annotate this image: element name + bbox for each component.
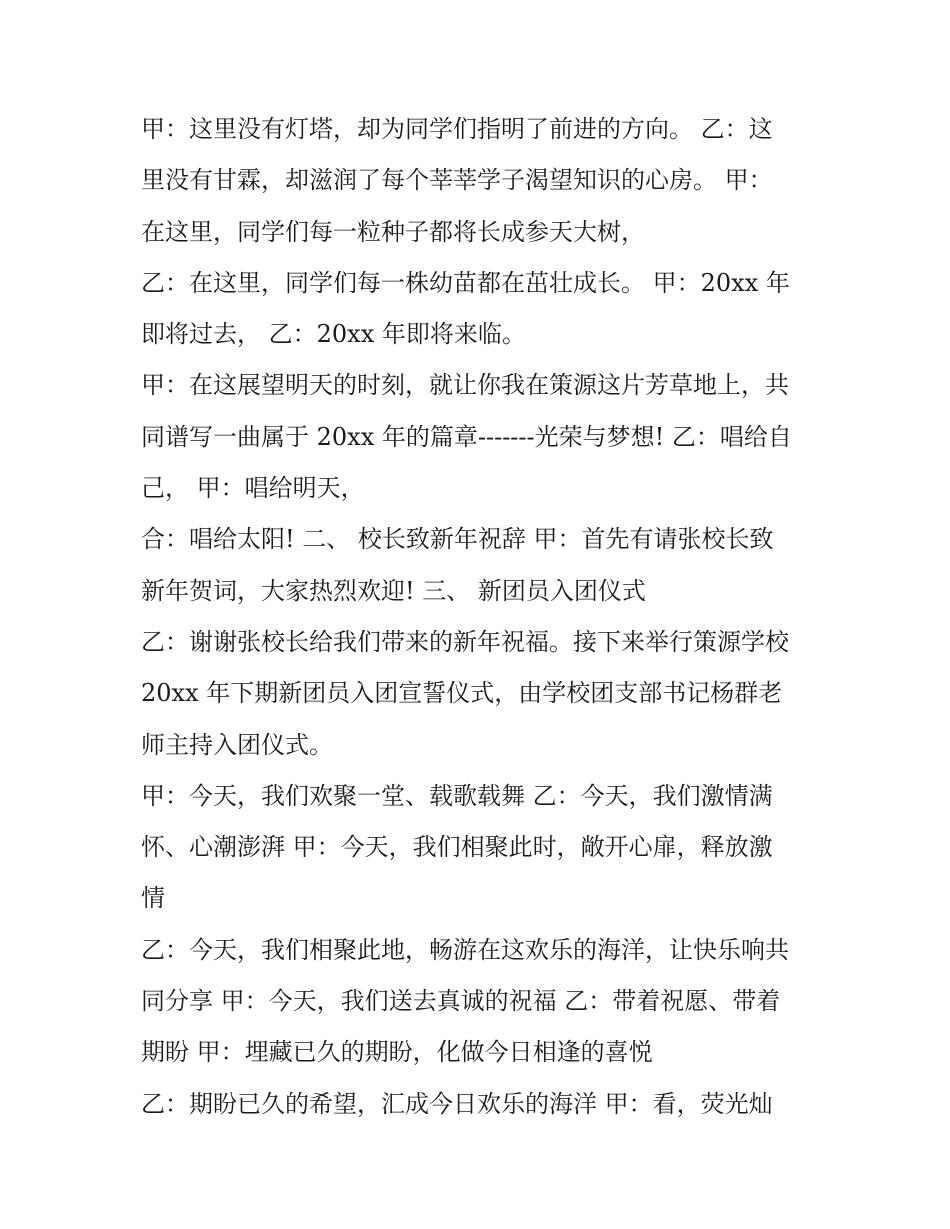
text-line: 里没有甘霖，却滋润了每个莘莘学子渴望知识的心房。 甲： bbox=[141, 166, 773, 195]
text-line: 乙：在这里，同学们每一株幼苗都在茁壮成长。 甲：20xx 年 bbox=[141, 268, 790, 297]
text-line: 甲：在这展望明天的时刻，就让你我在策源这片芳草地上，共 bbox=[141, 371, 789, 400]
text-line: 甲：今天，我们欢聚一堂、载歌载舞 乙：今天，我们激情满 bbox=[141, 781, 773, 810]
text-line: 师主持入团仪式。 bbox=[141, 730, 333, 759]
text-line: 情 bbox=[141, 884, 165, 913]
text-line: 同分享 甲：今天，我们送去真诚的祝福 乙：带着祝愿、带着 bbox=[141, 987, 781, 1016]
text-line: 期盼 甲：埋藏已久的期盼，化做今日相逢的喜悦 bbox=[141, 1038, 653, 1067]
text-line: 同谱写一曲属于 20xx 年的篇章-------光荣与梦想! 乙：唱给自 bbox=[141, 422, 792, 451]
text-line: 甲：这里没有灯塔，却为同学们指明了前进的方向。 乙：这 bbox=[141, 115, 773, 143]
text-line: 乙：谢谢张校长给我们带来的新年祝福。接下来举行策源学校 bbox=[141, 627, 789, 656]
text-line: 己， 甲：唱给明天， bbox=[141, 474, 365, 503]
body-text bbox=[141, 104, 831, 1130]
text-line: 在这里，同学们每一粒种子都将长成参天大树， bbox=[141, 217, 645, 246]
text-line: 即将过去， 乙：20xx 年即将来临。 bbox=[141, 320, 526, 349]
text-line: 怀、心潮澎湃 甲：今天，我们相聚此时，敞开心扉，释放激 bbox=[141, 833, 773, 862]
text-line: 乙：今天，我们相聚此地，畅游在这欢乐的海洋，让快乐响共 bbox=[141, 935, 789, 964]
text-line: 乙：期盼已久的希望，汇成今日欢乐的海洋 甲：看，荧光灿 bbox=[141, 1089, 773, 1118]
text-line: 合：唱给太阳! 二、 校长致新年祝辞 甲：首先有请张校长致 bbox=[141, 525, 774, 554]
text-line: 新年贺词，大家热烈欢迎! 三、 新团员入团仪式 bbox=[141, 576, 646, 605]
text-line: 20xx 年下期新团员入团宣誓仪式，由学校团支部书记杨群老 bbox=[141, 679, 783, 708]
